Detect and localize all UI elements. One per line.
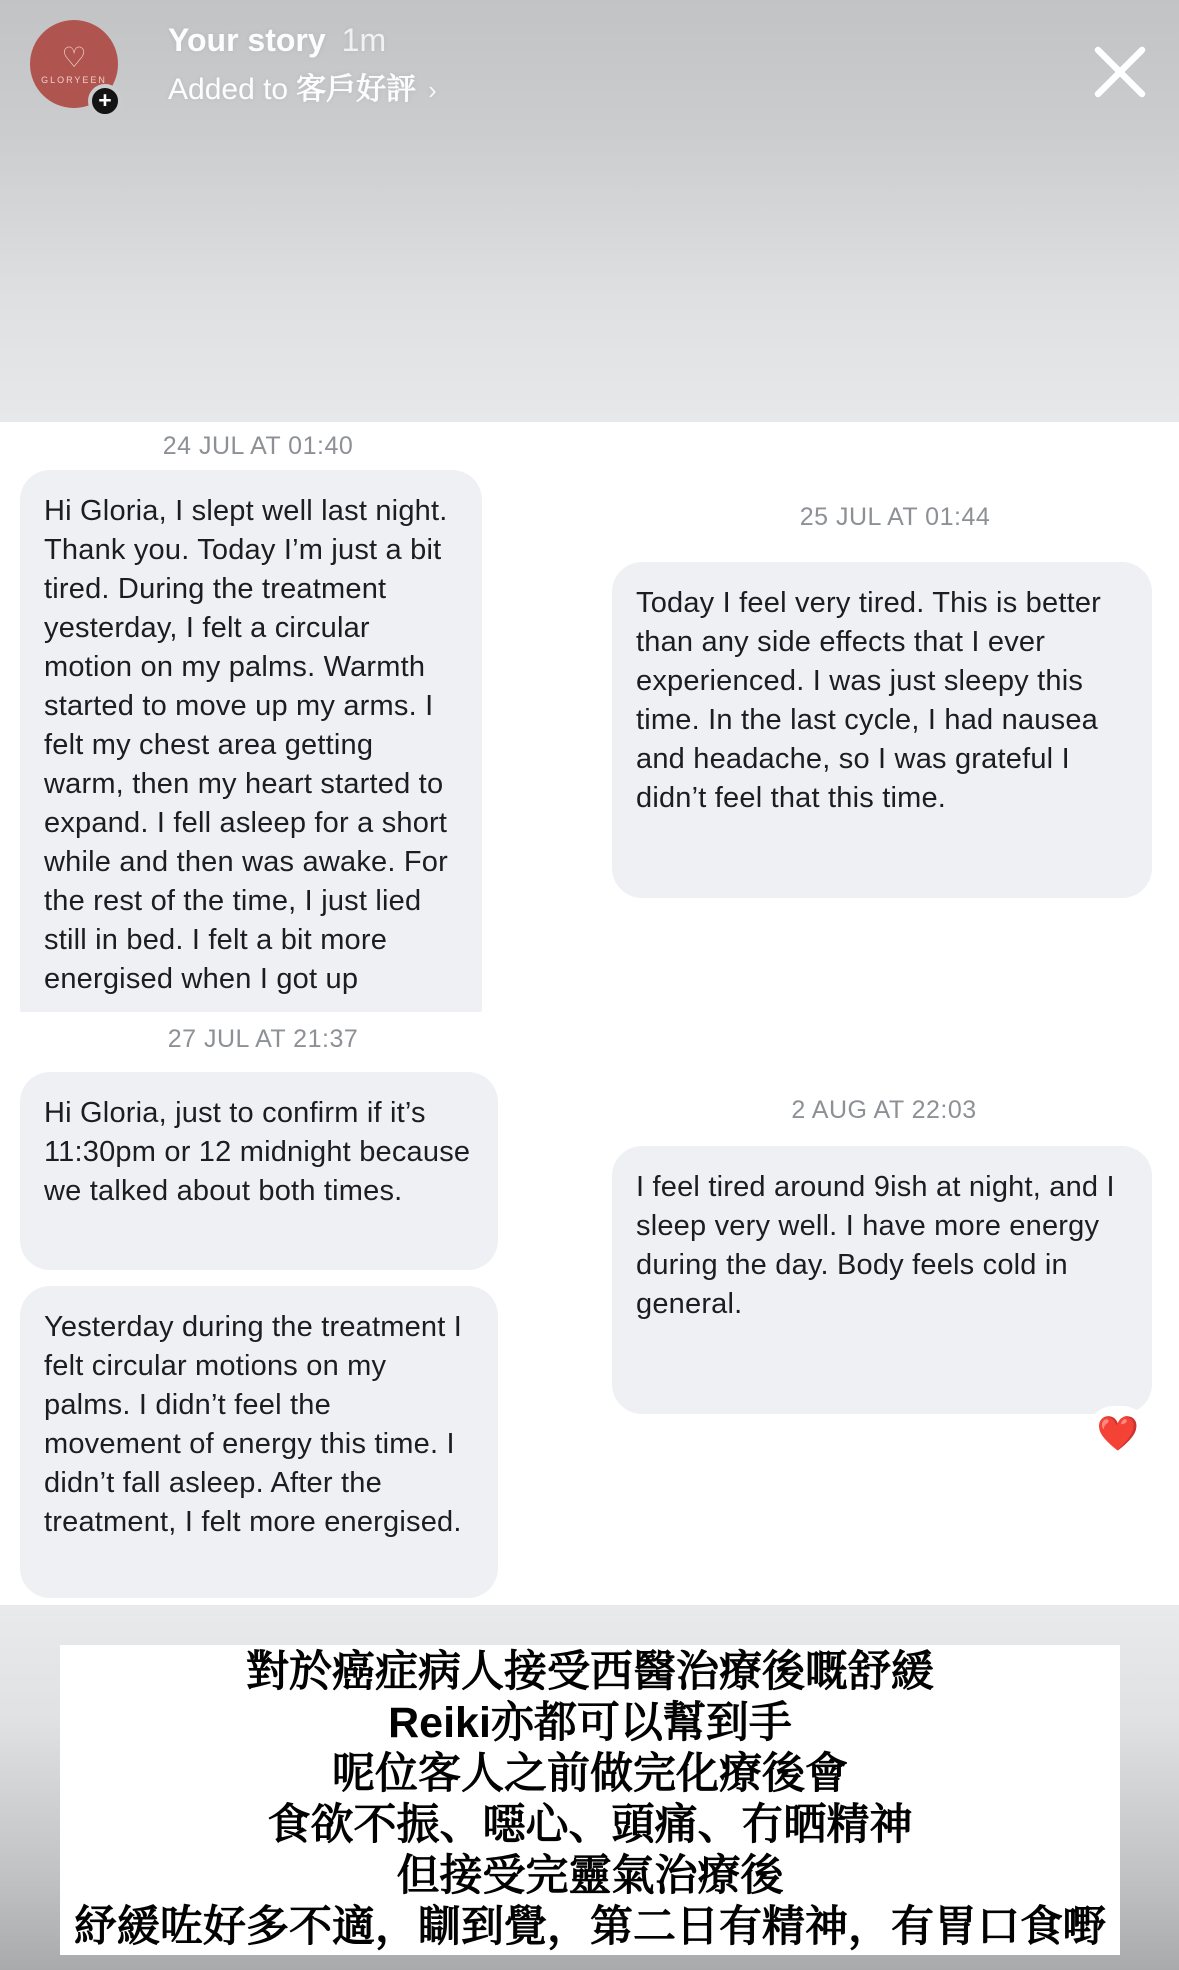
- story-title-row: [168, 22, 386, 59]
- caption-line: 食欲不振、噁心、頭痛、冇晒精神: [267, 1801, 913, 1849]
- collection-name: 客戶好評: [296, 73, 417, 106]
- added-to-link[interactable]: [168, 64, 437, 108]
- heart-reaction-badge: [1086, 1406, 1150, 1462]
- chat-timestamp: 25 JUL AT 01:44: [799, 503, 991, 531]
- chat-timestamp: 27 JUL AT 21:37: [167, 1025, 359, 1053]
- story-title: Your story: [168, 22, 326, 58]
- caption-line: Reiki亦都可以幫到手: [388, 1699, 792, 1747]
- caption-card: [60, 1645, 1120, 1955]
- message-bubble: Yesterday during the treatment I felt circular motions on my palms. I didn’t feel the movement of energy this time. I didn’t fall asleep. After the treatment, I felt more energised.: [20, 1286, 498, 1598]
- added-to-label: Added to: [168, 73, 289, 106]
- brand-heart-icon: ♡: [61, 41, 87, 73]
- caption-line: 但接受完靈氣治療後: [396, 1852, 784, 1900]
- chat-timestamp: 24 JUL AT 01:40: [162, 432, 354, 460]
- message-bubble: I feel tired around 9ish at night, and I sleep very well. I have more energy during the day. Body feels cold in general.: [612, 1146, 1152, 1414]
- message-bubble: Today I feel very tired. This is better than any side effects that I ever experienced. I was just sleepy this time. In the last cycle, I had nausea and headache, so I was grateful I didn’t feel that this time.: [612, 562, 1152, 898]
- chat-screenshot: [0, 422, 1179, 1605]
- chat-timestamp: 2 AUG AT 22:03: [791, 1096, 977, 1124]
- message-bubble: Hi Gloria, just to confirm if it’s 11:30pm or 12 midnight because we talked about both times.: [20, 1072, 498, 1270]
- brand-name: GLORYEEN: [41, 74, 107, 85]
- chevron-right-icon: ›: [428, 75, 437, 105]
- heart-icon: ❤️: [1096, 1415, 1140, 1453]
- close-button[interactable]: [1086, 38, 1154, 106]
- caption-line: 呢位客人之前做完化療後會: [332, 1750, 848, 1798]
- close-icon: [1086, 38, 1154, 106]
- story-time-ago: 1m: [341, 22, 387, 58]
- message-bubble: Hi Gloria, I slept well last night. Thank you. Today I’m just a bit tired. During the treatment yesterday, I felt a circular motion on my palms. Warmth started to move up my arms. I felt my chest area getting warm, then my heart started to expand. I fell asleep for a short while and then was awake. For the rest of the time, I just lied still in bed. I felt a bit more energised when I got up: [20, 470, 482, 1012]
- caption-line: 紓緩咗好多不適，瞓到覺，第二日有精神，有胃口食嘢: [74, 1903, 1106, 1951]
- add-story-plus-icon[interactable]: +: [88, 84, 122, 118]
- caption-line: 對於癌症病人接受西醫治療後嘅舒緩: [246, 1648, 934, 1696]
